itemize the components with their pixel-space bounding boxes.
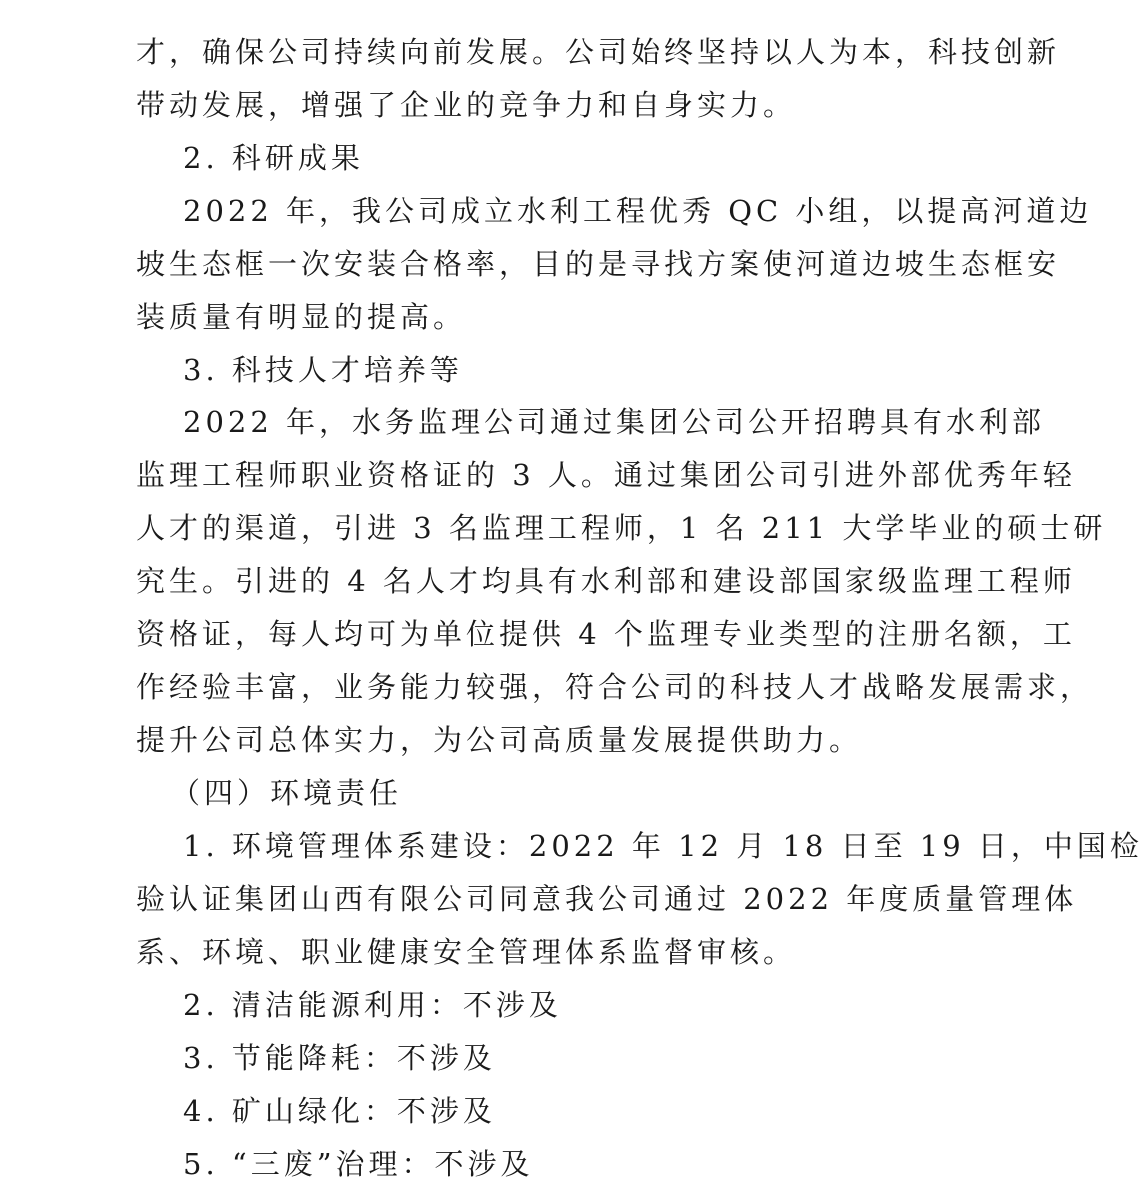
paragraph-line: 监理工程师职业资格证的 3 人。通过集团公司引进外部优秀年轻 — [136, 458, 1076, 492]
paragraph-line: 坡生态框一次安装合格率，目的是寻找方案使河道边坡生态框安 — [136, 247, 1061, 281]
paragraph-line: 人才的渠道，引进 3 名监理工程师，1 名 211 大学毕业的硕士研 — [136, 511, 1107, 545]
paragraph-line: 作经验丰富，业务能力较强，符合公司的科技人才战略发展需求， — [136, 670, 1094, 704]
paragraph-line: 提升公司总体实力，为公司高质量发展提供助力。 — [136, 723, 863, 757]
paragraph-line: 装质量有明显的提高。 — [136, 300, 467, 334]
list-item-line: 系、环境、职业健康安全管理体系监督审核。 — [136, 935, 797, 969]
paragraph-line: 资格证，每人均可为单位提供 4 个监理专业类型的注册名额，工 — [136, 617, 1076, 651]
list-item-line: 验认证集团山西有限公司同意我公司通过 2022 年度质量管理体 — [136, 882, 1078, 916]
paragraph-line: 究生。引进的 4 名人才均具有水利部和建设部国家级监理工程师 — [136, 564, 1076, 598]
subsection-heading-research: 2. 科研成果 — [183, 141, 364, 175]
list-item: 4. 矿山绿化：不涉及 — [183, 1094, 496, 1128]
paragraph-line: 2022 年，水务监理公司通过集团公司公开招聘具有水利部 — [183, 405, 1046, 439]
list-item: 5. “三废”治理：不涉及 — [183, 1147, 534, 1181]
paragraph-line: 带动发展，增强了企业的竞争力和自身实力。 — [136, 88, 797, 122]
subsection-heading-talent: 3. 科技人才培养等 — [183, 353, 463, 387]
paragraph-line: 才，确保公司持续向前发展。公司始终坚持以人为本，科技创新 — [136, 35, 1061, 69]
paragraph-line: 2022 年，我公司成立水利工程优秀 QC 小组，以提高河道边 — [183, 194, 1093, 228]
list-item: 3. 节能降耗：不涉及 — [183, 1041, 496, 1075]
section-heading-environment: （四）环境责任 — [171, 776, 403, 810]
list-item-line: 1. 环境管理体系建设：2022 年 12 月 18 日至 19 日，中国检 — [183, 829, 1143, 863]
list-item: 2. 清洁能源利用：不涉及 — [183, 988, 562, 1022]
